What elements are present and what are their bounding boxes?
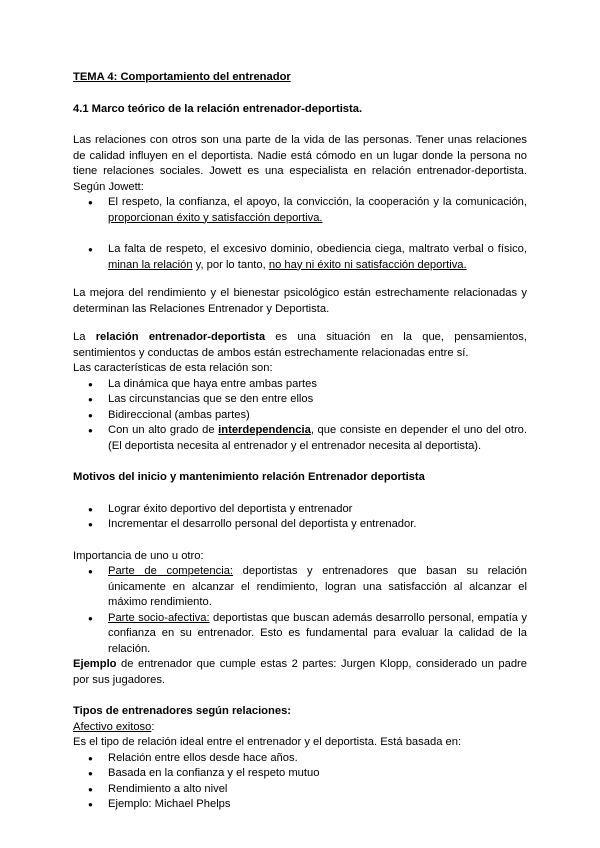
jowett-list-2 — [73, 242, 527, 273]
section-heading: 4.1 Marco teórico de la relación entrenador-deportista. — [73, 102, 363, 115]
relacion-paragraph — [73, 330, 527, 361]
jowett-bullet-2-underlined-b: no hay ni éxito ni satisfacción deportiva. — [268, 258, 467, 271]
ejemplo-text: de entrenador que cumple estas 2 partes: Jurgen Klopp, considerado un padre por sus jugadores. — [73, 658, 527, 686]
importancia-list — [73, 564, 527, 657]
afectivo-colon: : — [151, 720, 155, 733]
motivos-heading: Motivos del inicio y mantenimiento relación Entrenador deportista — [73, 471, 425, 483]
caracteristica-4-rest: , que consiste en depender el uno del otro. (El deportista necesita al entrenador y el entrenador necesita al deportista). — [108, 424, 528, 452]
relacion-lead: La — [73, 331, 96, 343]
list-item: ● Las circunstancias que se den entre ellos — [73, 392, 527, 408]
jowett-bullet-2-text-a: La falta de respeto, el excesivo dominio, obediencia ciega, maltrato verbal o físico, — [108, 243, 527, 255]
ejemplo-bold: Ejemplo — [73, 658, 117, 670]
jowett-bullet-2-text-b: y, por lo tanto, — [192, 258, 269, 271]
list-item — [73, 423, 527, 454]
jowett-bullet-1-text: El respeto, la confianza, el apoyo, la convicción, la cooperación y la comunicación, — [108, 196, 527, 208]
jowett-bullet-2-underlined-a: minan la relación — [108, 258, 193, 271]
list-item: ● Incrementar el desarrollo personal del deportista y entrenador. — [73, 517, 527, 533]
ejemplo-paragraph — [73, 657, 527, 688]
list-item: ● Basada en la confianza y el respeto mutuo — [73, 766, 527, 782]
tipos-heading: Tipos de entrenadores según relaciones: — [73, 705, 292, 717]
jowett-list — [73, 195, 527, 226]
list-item: ● Rendimiento a alto nivel — [73, 782, 527, 798]
relacion-rest: es una situación en la que, pensamientos, sentimientos y conductas de ambos están estrechamente relacionadas entre sí. — [73, 331, 527, 359]
document-content — [73, 70, 527, 813]
document-title: TEMA 4: Comportamiento del entrenador — [73, 71, 291, 83]
motivos-list — [73, 502, 527, 533]
list-item — [73, 564, 527, 611]
afectivo-intro: Es el tipo de relación ideal entre el entrenador y el deportista. Está basada en: — [73, 736, 462, 748]
mejora-paragraph: La mejora del rendimiento y el bienestar psicológico están estrechamente relacionadas y determinan las Relaciones Entrenador y Deportista. — [73, 287, 527, 315]
list-item — [73, 611, 527, 658]
importancia-1-label: Parte de competencia: — [108, 565, 234, 577]
list-item: ● Lograr éxito deportivo del deportista y entrenador — [73, 502, 527, 518]
caracteristica-4-lead: Con un alto grado de — [108, 424, 219, 436]
list-item: ● Bidireccional (ambas partes) — [73, 408, 527, 424]
intro-paragraph: Las relaciones con otros son una parte de la vida de las personas. Tener unas relaciones de calidad influyen en el deportista. Nadie está cómodo en un lugar donde la persona no tiene relaciones sociales. Jowett es una especialista en relación entrenador-deportista. Según Jowett: — [73, 134, 527, 193]
afectivo-list — [73, 751, 527, 813]
afectivo-heading — [73, 720, 527, 736]
list-item — [73, 242, 527, 273]
importancia-1-text: deportistas y entrenadores que basan su relación únicamente en alcanzar el rendimiento, logran una satisfacción al alcanzar el máximo rendimiento. — [108, 565, 527, 608]
importancia-2-label: Parte socio-afectiva: — [108, 611, 210, 624]
caracteristicas-intro: Las características de esta relación son: — [73, 362, 273, 374]
list-item — [73, 195, 527, 226]
list-item: ● Relación entre ellos desde hace años. — [73, 751, 527, 767]
list-item: ● La dinámica que haya entre ambas partes — [73, 377, 527, 393]
caracteristica-4-bold: interdependencia — [218, 424, 311, 436]
jowett-bullet-1-underlined: proporcionan éxito y satisfacción deportiva. — [108, 211, 323, 224]
list-item: ● Ejemplo: Michael Phelps — [73, 797, 527, 813]
afectivo-label: Afectivo exitoso — [73, 720, 152, 733]
caracteristicas-list — [73, 377, 527, 455]
relacion-bold: relación entrenador-deportista — [95, 331, 266, 343]
importancia-intro: Importancia de uno u otro: — [73, 549, 204, 562]
importancia-2-text: deportistas que buscan además desarrollo personal, empatía y confianza en su entrenador. Esto es fundamental para evaluar la calidad de la relación. — [108, 611, 527, 655]
